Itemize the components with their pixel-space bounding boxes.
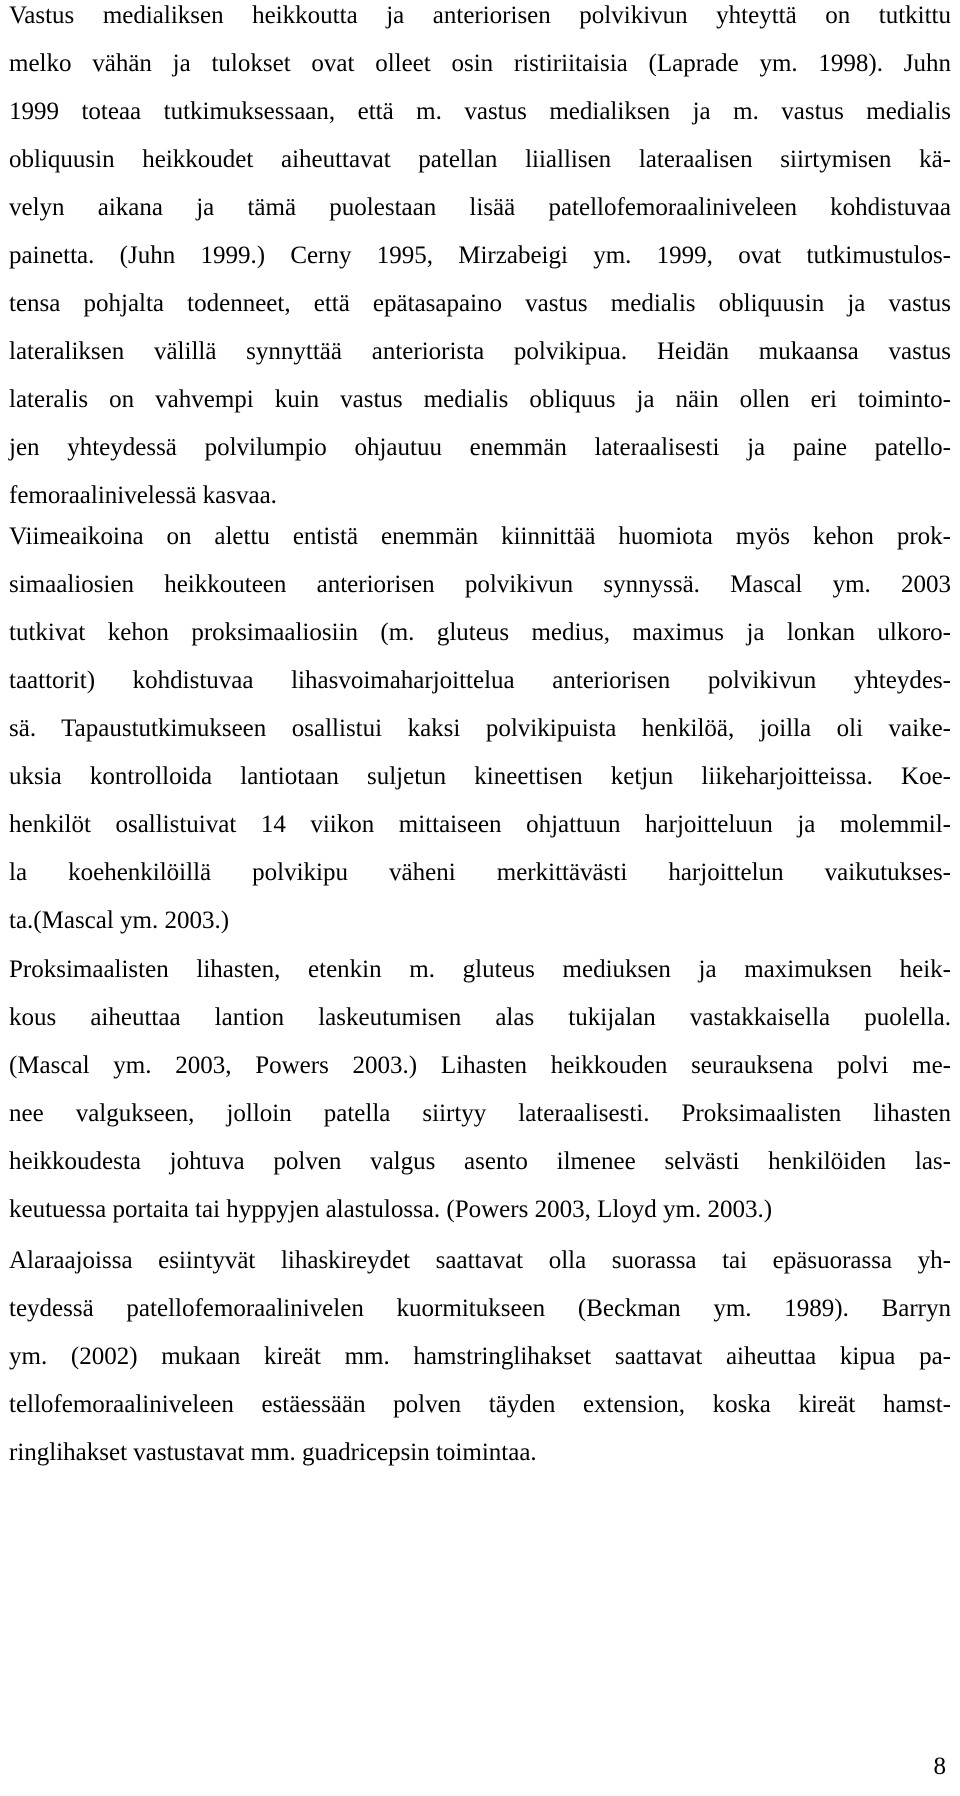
text-line: lateralis on vahvempi kuin vastus medialis obliquus ja näin ollen eri toiminto- [9, 386, 951, 413]
text-line: Proksimaalisten lihasten, etenkin m. gluteus mediuksen ja maximuksen heik- [9, 956, 951, 983]
text-line: tensa pohjalta todenneet, että epätasapaino vastus medialis obliquusin ja vastus [9, 290, 951, 317]
text-line: tellofemoraaliniveleen estäessään polven täyden extension, koska kireät hamst- [9, 1391, 951, 1418]
text-line: kous aiheuttaa lantion laskeutumisen alas tukijalan vastakkaisella puolella. [9, 1004, 951, 1031]
text-line: melko vähän ja tulokset ovat olleet osin ristiriitaisia (Laprade ym. 1998). Juhn [9, 50, 951, 77]
text-line: uksia kontrolloida lantiotaan suljetun kineettisen ketjun liikeharjoitteissa. Koe- [9, 763, 951, 790]
text-line: henkilöt osallistuivat 14 viikon mittaiseen ohjattuun harjoitteluun ja molemmil- [9, 811, 951, 838]
text-line: taattorit) kohdistuvaa lihasvoimaharjoittelua anteriorisen polvikivun yhteydes- [9, 667, 951, 694]
paragraph-gluteus-weakness [9, 946, 951, 1234]
text-line: ringlihakset vastustavat mm. guadricepsin toimintaa. [9, 1439, 537, 1466]
text-line: teydessä patellofemoraalinivelen kuormitukseen (Beckman ym. 1989). Barryn [9, 1295, 951, 1322]
text-line: tutkivat kehon proksimaaliosiin (m. gluteus medius, maximus ja lonkan ulkoro- [9, 619, 951, 646]
text-line: 1999 toteaa tutkimuksessaan, että m. vastus medialiksen ja m. vastus medialis [9, 98, 951, 125]
text-line: heikkoudesta johtuva polven valgus asento ilmenee selvästi henkilöiden las- [9, 1148, 951, 1175]
text-line: la koehenkilöillä polvikipu väheni merkittävästi harjoittelun vaikutukses- [9, 859, 951, 886]
text-line: velyn aikana ja tämä puolestaan lisää patellofemoraaliniveleen kohdistuvaa [9, 194, 951, 221]
text-line: nee valgukseen, jolloin patella siirtyy lateraalisesti. Proksimaalisten lihasten [9, 1100, 951, 1127]
paragraph-proximal-weakness [9, 513, 951, 945]
text-line: keutuessa portaita tai hyppyjen alastulossa. (Powers 2003, Lloyd ym. 2003.) [9, 1196, 773, 1223]
text-line: ta.(Mascal ym. 2003.) [9, 907, 230, 934]
text-line: painetta. (Juhn 1999.) Cerny 1995, Mirzabeigi ym. 1999, ovat tutkimustulos- [9, 242, 951, 269]
text-line: Alaraajoissa esiintyvät lihaskireydet saattavat olla suorassa tai epäsuorassa yh- [9, 1247, 951, 1274]
text-line: simaaliosien heikkouteen anteriorisen polvikivun synnyssä. Mascal ym. 2003 [9, 571, 951, 598]
paragraph-muscle-tightness [9, 1237, 951, 1477]
page-number: 8 [933, 1753, 946, 1780]
text-line: Viimeaikoina on alettu entistä enemmän kiinnittää huomiota myös kehon prok- [9, 523, 951, 550]
text-line: obliquusin heikkoudet aiheuttavat patellan liiallisen lateraalisen siirtymisen kä- [9, 146, 951, 173]
text-line: ym. (2002) mukaan kireät mm. hamstringlihakset saattavat aiheuttaa kipua pa- [9, 1343, 951, 1370]
text-line: (Mascal ym. 2003, Powers 2003.) Lihasten heikkouden seurauksena polvi me- [9, 1052, 951, 1079]
text-line: jen yhteydessä polvilumpio ohjautuu enemmän lateraalisesti ja paine patello- [9, 434, 951, 461]
text-line: Vastus medialiksen heikkoutta ja anteriorisen polvikivun yhteyttä on tutkittu [9, 2, 951, 29]
text-line: sä. Tapaustutkimukseen osallistui kaksi polvikipuista henkilöä, joilla oli vaike- [9, 715, 951, 742]
paragraph-vastus-medialis [9, 0, 951, 520]
text-line: lateraliksen välillä synnyttää anteriorista polvikipua. Heidän mukaansa vastus [9, 338, 951, 365]
text-line: femoraalinivelessä kasvaa. [9, 482, 277, 509]
